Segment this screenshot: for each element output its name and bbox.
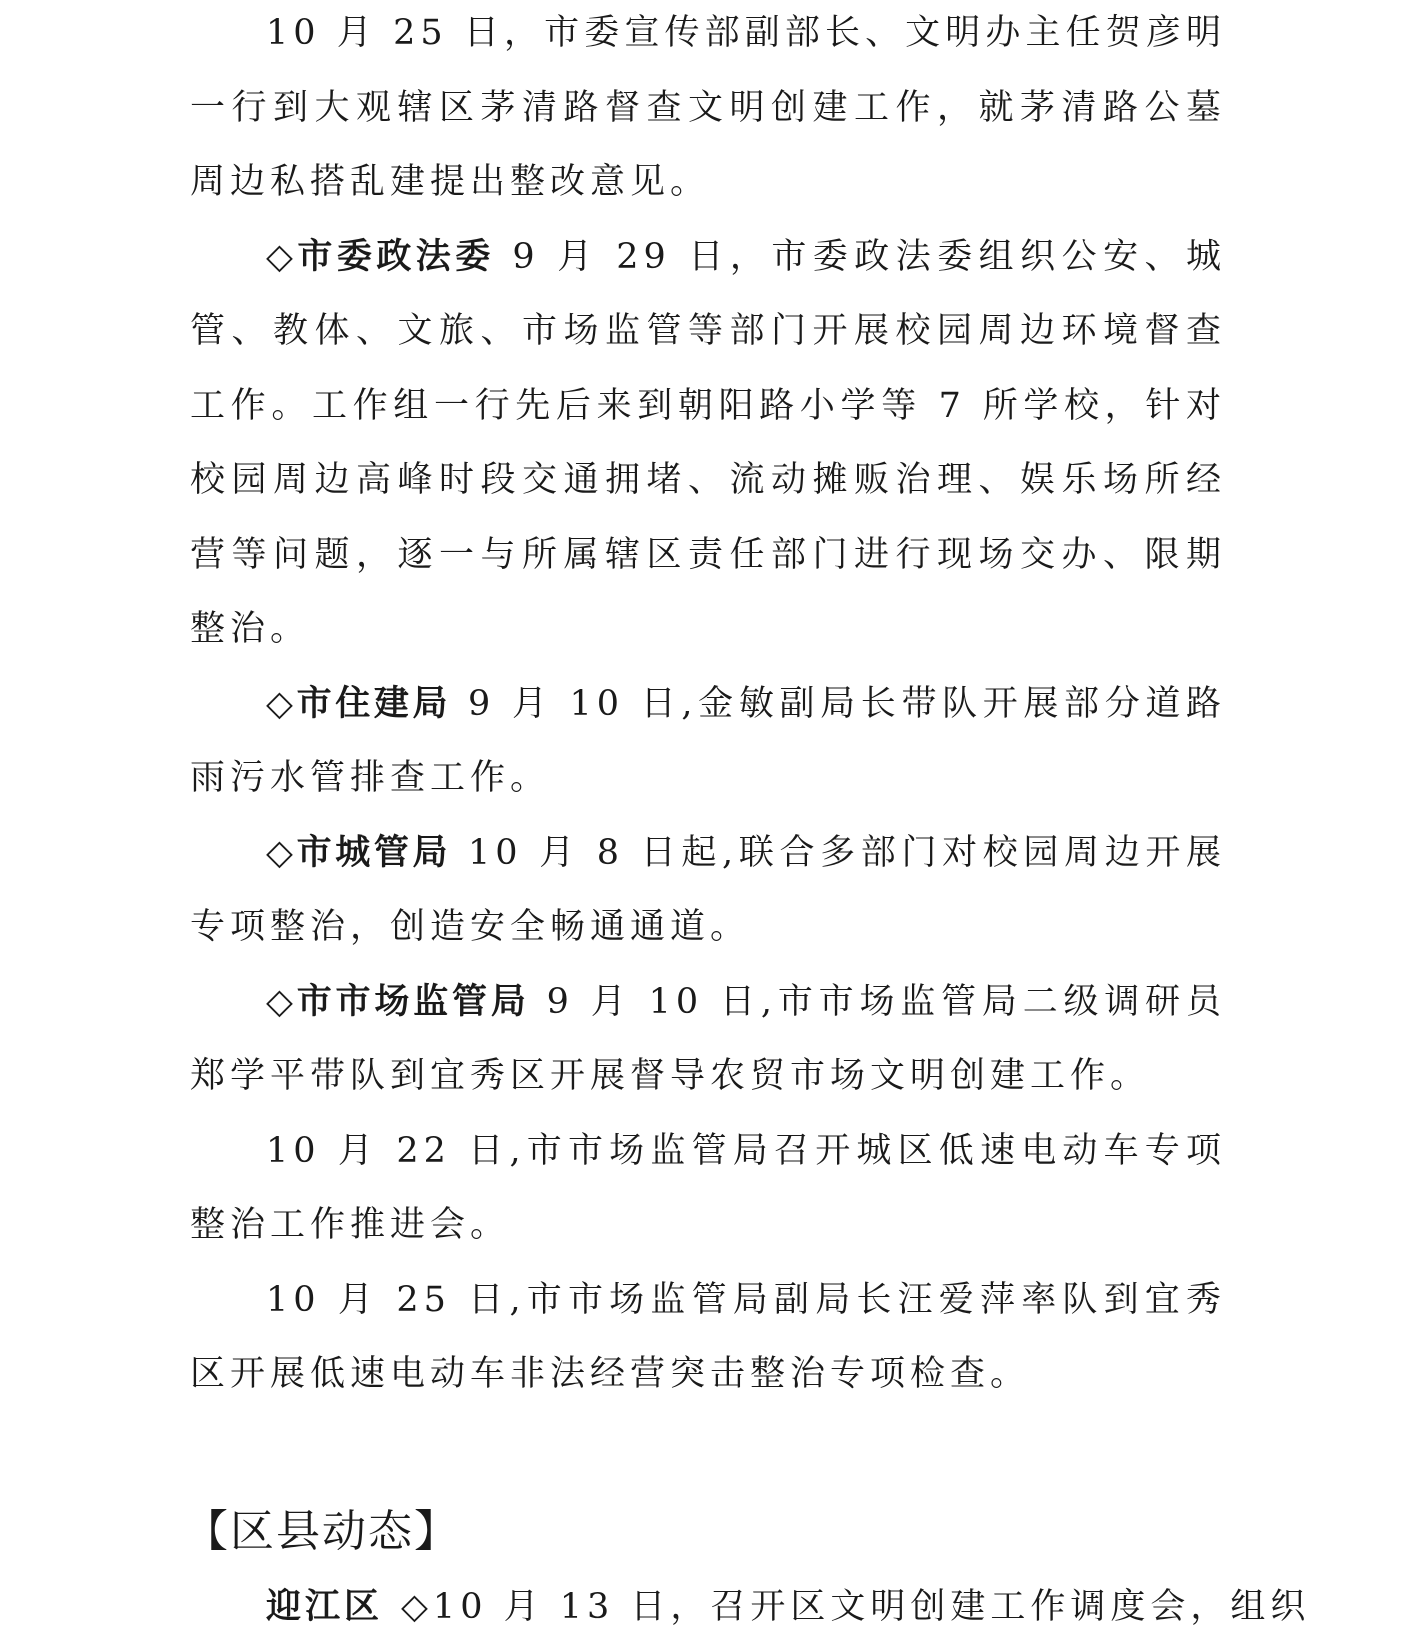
dept-label: ◇市委政法委 bbox=[266, 237, 495, 277]
document-page bbox=[190, 0, 1226, 1644]
county-name: 迎江区 bbox=[266, 1587, 383, 1627]
paragraph-market-inspection: 10 月 25 日,市市场监管局副局长汪爱萍率队到宜秀区开展低速电动车非法经营突击整治专项检查。 bbox=[190, 1263, 1226, 1412]
paragraph-market-regulation bbox=[190, 965, 1226, 1114]
paragraph-text: 10 月 8 日起,联合多部门对校园周边开展专项整治，创造安全畅通通道。 bbox=[190, 833, 1226, 948]
county-paragraph bbox=[190, 1570, 1226, 1644]
paragraph-urban-management bbox=[190, 816, 1226, 965]
dept-label: ◇市城管局 bbox=[266, 833, 451, 873]
paragraph-text: 9 月 10 日,金敏副局长带队开展部分道路雨污水管排查工作。 bbox=[190, 684, 1226, 799]
county-text: ◇10 月 13 日，召开区文明创建工作调度会，组织 bbox=[401, 1587, 1310, 1627]
paragraph-market-meeting: 10 月 22 日,市市场监管局召开城区低速电动车专项整治工作推进会。 bbox=[190, 1114, 1226, 1263]
paragraph-intro: 10 月 25 日，市委宣传部副部长、文明办主任贺彦明一行到大观辖区茅清路督查文明创建工作，就茅清路公墓周边私搭乱建提出整改意见。 bbox=[190, 0, 1226, 220]
section-spacer bbox=[190, 1412, 1226, 1494]
dept-label: ◇市市场监管局 bbox=[266, 982, 530, 1022]
section-title: 【区县动态】 bbox=[184, 1494, 1226, 1570]
paragraph-politics-legal bbox=[190, 220, 1226, 667]
paragraph-text: 9 月 10 日,市市场监管局二级调研员郑学平带队到宜秀区开展督导农贸市场文明创建工作。 bbox=[190, 982, 1226, 1097]
paragraph-text: 9 月 29 日，市委政法委组织公安、城管、教体、文旅、市场监管等部门开展校园周边环境督查工作。工作组一行先后来到朝阳路小学等 7 所学校，针对校园周边高峰时段交通拥堵、流动摊贩治理、娱乐场所经营等问题，逐一与所属辖区责任部门进行现场交办、限期整治。 bbox=[190, 237, 1226, 650]
paragraph-housing bbox=[190, 667, 1226, 816]
dept-label: ◇市住建局 bbox=[266, 684, 451, 724]
